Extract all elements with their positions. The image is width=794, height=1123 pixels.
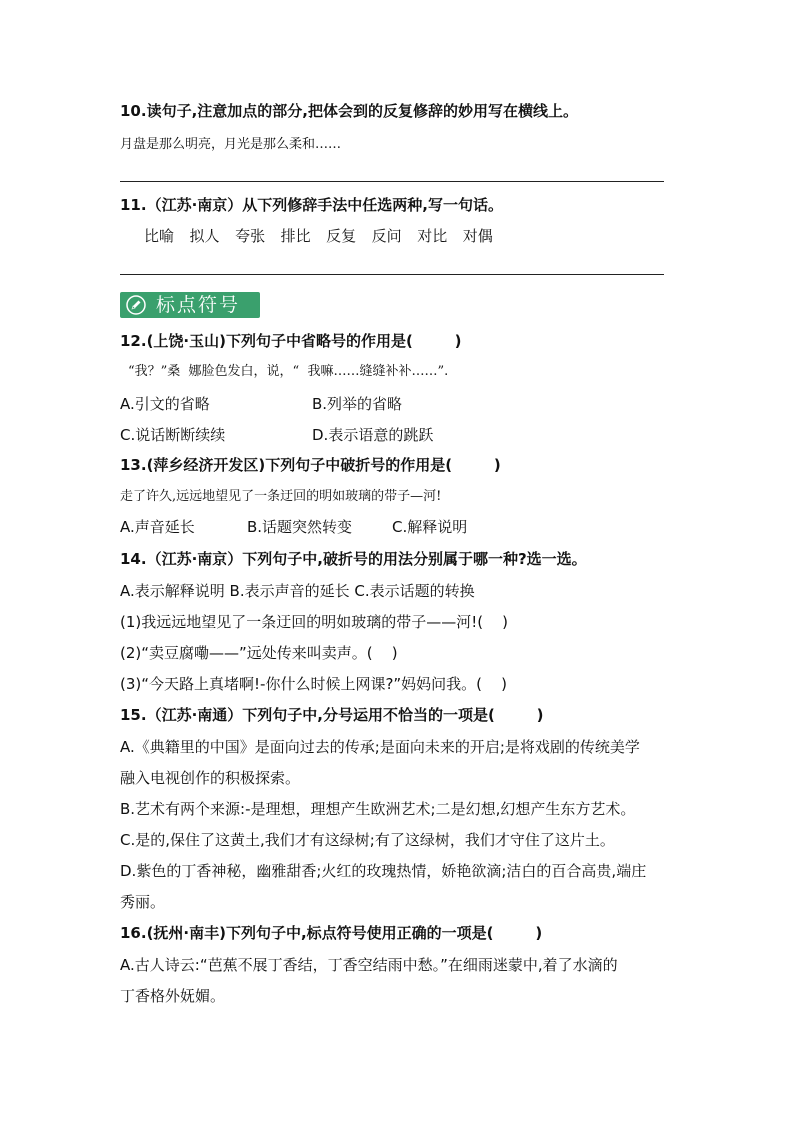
question-15-option-a-line-1: A.《典籍里的中国》是面向过去的传承;是面向未来的开启;是将戏剧的传统美学	[120, 738, 640, 756]
question-13-option-b: B.话题突然转变	[247, 518, 353, 536]
question-13-option-c: C.解释说明	[392, 518, 468, 536]
pencil-icon	[126, 295, 146, 315]
question-11-title: 11.（江苏·南京）从下列修辞手法中任选两种,写一句话。	[120, 196, 503, 214]
question-12-option-b: B.列举的省略	[312, 395, 403, 413]
section-title: 标点符号	[156, 294, 241, 316]
question-15-option-c: C.是的,保住了这黄土,我们才有这绿树;有了这绿树，我们才守住了这片土。	[120, 831, 615, 849]
question-14-title: 14.（江苏·南京）下列句子中,破折号的用法分别属于哪一种?选一选。	[120, 550, 587, 568]
question-13-option-a: A.声音延长	[120, 518, 195, 536]
question-15-title: 15.（江苏·南通）下列句子中,分号运用不恰当的一项是( )	[120, 706, 544, 724]
question-16-title: 16.(抚州·南丰)下列句子中,标点符号使用正确的一项是( )	[120, 924, 543, 942]
answer-line-10	[120, 181, 664, 182]
question-15-option-b: B.艺术有两个来源:-是理想，理想产生欧洲艺术;二是幻想,幻想产生东方艺术。	[120, 800, 636, 818]
question-12-sentence: “我？”桑 娜脸色发白，说，“ 我嘛……缝缝补补……”.	[128, 364, 449, 379]
question-12-option-a: A.引文的省略	[120, 395, 210, 413]
question-14-options: A.表示解释说明 B.表示声音的延长 C.表示话题的转换	[120, 582, 475, 600]
answer-line-11	[120, 274, 664, 275]
question-13-sentence: 走了许久,远远地望见了一条迂回的明如玻璃的带子—河!	[120, 489, 442, 504]
question-15-option-d-line-1: D.紫色的丁香神秘，幽雅甜香;火红的玫瑰热情，娇艳欲滴;洁白的百合高贵,端庄	[120, 862, 647, 880]
section-banner	[120, 292, 260, 318]
question-10-title: 10.读句子,注意加点的部分,把体会到的反复修辞的妙用写在横线上。	[120, 102, 578, 120]
question-15-option-d-line-2: 秀丽。	[120, 893, 166, 911]
question-16-option-a-line-2: 丁香格外妩媚。	[120, 987, 226, 1005]
question-14-item-2: (2)“卖豆腐嘞——”远处传来叫卖声。( )	[120, 644, 398, 662]
question-11-options: 比喻 拟人 夸张 排比 反复 反问 对比 对偶	[144, 227, 493, 245]
question-14-item-3: (3)“今天路上真堵啊!-你什么时候上网课?”妈妈问我。( )	[120, 675, 507, 693]
question-12-option-d: D.表示语意的跳跃	[312, 426, 434, 444]
question-13-title: 13.(萍乡经济开发区)下列句子中破折号的作用是( )	[120, 456, 501, 474]
question-15-option-a-line-2: 融入电视创作的积极探索。	[120, 769, 301, 787]
question-12-title: 12.(上饶·玉山)下列句子中省略号的作用是( )	[120, 332, 462, 350]
question-10-sentence: 月盘是那么明亮，月光是那么柔和……	[120, 137, 342, 152]
question-14-item-1: (1)我远远地望见了一条迂回的明如玻璃的带子——河!( )	[120, 613, 509, 631]
question-12-option-c: C.说话断断续续	[120, 426, 226, 444]
question-16-option-a-line-1: A.古人诗云:“芭蕉不展丁香结，丁香空结雨中愁。”在细雨迷蒙中,着了水滴的	[120, 956, 618, 974]
